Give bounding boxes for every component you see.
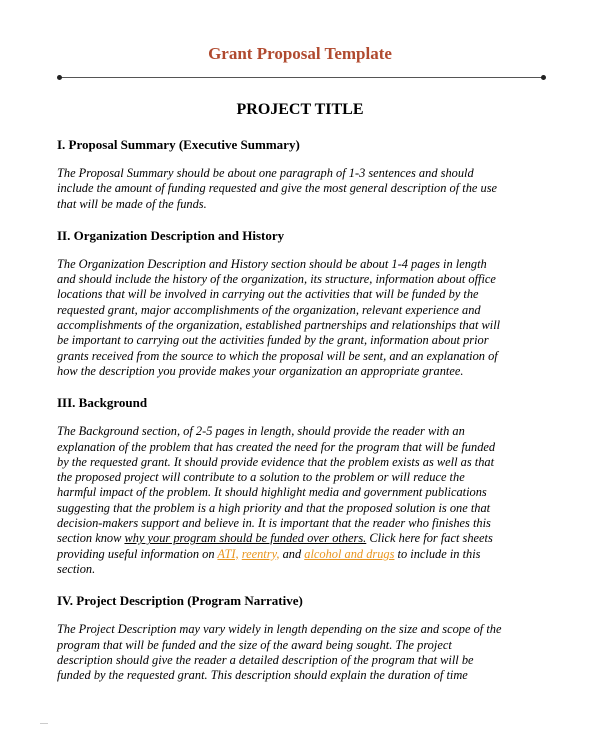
text-line: the proposed project will contribute to a solution to the problem or will reduce the bbox=[57, 470, 465, 485]
ati-link[interactable]: ATI, bbox=[217, 546, 239, 561]
text-line: The Proposal Summary should be about one paragraph of 1-3 sentences and should bbox=[57, 166, 474, 180]
why-funded-link[interactable]: why your program should be funded over others. bbox=[124, 531, 367, 546]
text-line: how the description you provide makes your organization an appropriate grantee. bbox=[57, 363, 464, 378]
text-line: harmful impact of the problem. It should highlight media and government publications bbox=[57, 485, 487, 500]
section-heading-project-description: IV. Project Description (Program Narrative) bbox=[57, 593, 303, 609]
reentry-link[interactable]: reentry, bbox=[241, 546, 280, 561]
document-body bbox=[57, 136, 557, 698]
divider-left-dot bbox=[57, 75, 62, 80]
text-fragment: to include in this bbox=[394, 546, 481, 561]
text-line bbox=[57, 531, 557, 546]
section-heading-proposal-summary: I. Proposal Summary (Executive Summary) bbox=[57, 137, 300, 152]
text-line: The Background section, of 2-5 pages in length, should provide the reader with an bbox=[57, 424, 465, 439]
text-line: section. bbox=[57, 561, 96, 576]
document-title: Grant Proposal Template bbox=[208, 44, 392, 63]
text-fragment: and bbox=[279, 546, 305, 561]
project-title: PROJECT TITLE bbox=[236, 101, 364, 118]
alcohol-drugs-link[interactable]: alcohol and drugs bbox=[304, 546, 395, 561]
text-line: that will be made of the funds. bbox=[57, 196, 207, 211]
text-line: and should include the history of the organization, its structure, information about office bbox=[57, 272, 496, 287]
section-heading-background: III. Background bbox=[57, 395, 148, 411]
text-line: be important to carrying out the activities funded by the grant, information about prior bbox=[57, 333, 489, 348]
paragraph-project-description bbox=[57, 622, 557, 683]
text-line: accomplishments of the organization, established partnerships and relationships that will bbox=[57, 318, 501, 333]
text-line: description should give the reader a detailed description of the program that will be bbox=[57, 652, 474, 667]
text-fragment: Click here for fact sheets bbox=[366, 531, 493, 546]
text-line: program that will be funded and the size of the award being sought. The project bbox=[57, 637, 452, 652]
page-footer-mark bbox=[40, 723, 48, 724]
text-fragment: providing useful information on bbox=[57, 546, 218, 561]
text-line: suggesting that the problem is a high priority and that the proposed solution is one that bbox=[57, 500, 491, 515]
divider-right-dot bbox=[541, 75, 546, 80]
text-line: funded by the requested grant. This description should explain the duration of time bbox=[57, 668, 468, 683]
text-fragment: section know bbox=[57, 531, 125, 546]
paragraph-proposal-summary bbox=[57, 166, 557, 212]
text-line: The Project Description may vary widely in length depending on the size and scope of the bbox=[57, 622, 502, 637]
text-line: explanation of the problem that has created the need for the program that will be funded bbox=[57, 439, 496, 454]
text-line: locations that will be involved in carrying out the activities that will be funded by the bbox=[57, 287, 479, 302]
text-line: include the amount of funding requested and give the most general description of the use bbox=[57, 181, 498, 196]
section-heading-organization: II. Organization Description and History bbox=[57, 227, 285, 243]
text-line: requested grant, major accomplishments of the organization, relevant experience and bbox=[57, 302, 481, 317]
text-line: by the requested grant. It should provide evidence that the problem exists as well as that bbox=[57, 454, 495, 469]
text-line: The Organization Description and History section should be about 1-4 pages in length bbox=[57, 256, 487, 271]
title-divider bbox=[60, 77, 543, 78]
text-line: decision-makers support and believe in. It is important that the reader who finishes this bbox=[57, 516, 491, 531]
paragraph-organization bbox=[57, 257, 557, 379]
paragraph-background bbox=[57, 424, 557, 577]
text-line bbox=[57, 547, 557, 562]
text-line: grants received from the source to which the proposal will be sent, and an explanation of bbox=[57, 348, 498, 363]
